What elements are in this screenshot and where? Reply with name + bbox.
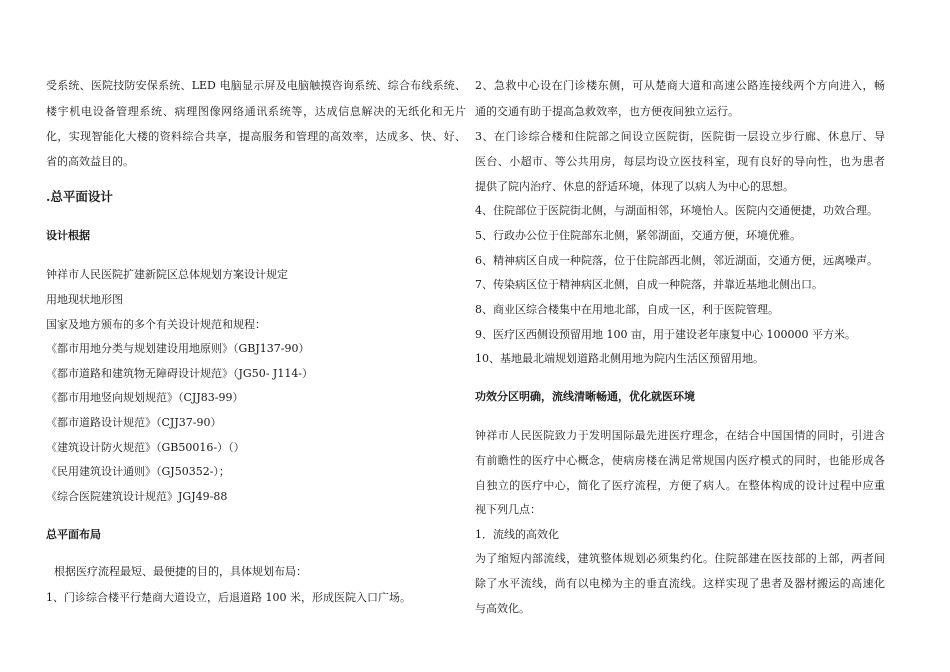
basis-item: 《都市道路设计规范》（CJJ37-90） — [46, 416, 222, 429]
layout-item: 9、医疗区西侧设预留用地 100 亩，用于建设老年康复中心 100000 平方米。 — [475, 328, 856, 341]
func-heading: 功效分区明确，流线清晰畅通，优化就医环境 — [475, 390, 695, 403]
func-para-line: 有前瞻性的医疗中心概念，使病房楼在满足常规国内医疗模式的同时，也能形成各 — [475, 454, 885, 467]
basis-item: 《都市道路和建筑物无障碍设计规范》（JG50- J114-） — [46, 367, 314, 380]
basis-item: 《民用建筑设计通则》（GJ50352-）； — [46, 465, 230, 478]
basis-item: 《都市用地分类与规划建设用地原则》（GBJ137-90） — [46, 342, 310, 355]
layout-item: 5、行政办公位于住院部东北侧，紧邻湖面，交通方便，环境优雅。 — [475, 229, 801, 242]
basis-item: 钟祥市人民医院扩建新院区总体规划方案设计规定 — [46, 268, 288, 281]
func-para-line: 视下列几点： — [475, 503, 541, 516]
basis-item: 用地现状地形图 — [46, 293, 123, 306]
layout-item: 提供了院内治疗、休息的舒适环境，体现了以病人为中心的思想。 — [475, 180, 794, 193]
basis-heading: 设计根据 — [46, 229, 90, 242]
func-para-line: 自独立的医疗中心，简化了医疗流程，方便了病人。在整体构成的设计过程中应重 — [475, 479, 885, 492]
layout-item: 7、传染病区位于精神病区北侧，自成一种院落，并靠近基地北侧出口。 — [475, 278, 823, 291]
func-para-line: 钟祥市人民医院致力于发明国际最先进医疗理念，在结合中国国情的同时，引进含 — [475, 429, 885, 442]
layout-item: 医台、小超市、等公共用房，每层均设立医技科室，现有良好的导向性，也为患者 — [475, 155, 885, 168]
flow-para-line: 为了缩短内部流线，建筑整体规划必须集约化。住院部建在医技部的上部，两者间 — [475, 552, 885, 565]
layout-item: 2、急救中心设在门诊楼东侧，可从楚商大道和高速公路连接线两个方向进入，畅 — [475, 79, 885, 92]
layout-item: 3、在门诊综合楼和住院部之间设立医院街，医院街一层设立步行廊、休息厅、导 — [475, 130, 885, 143]
basis-item: 国家及地方颁布的多个有关设计规范和规程： — [46, 318, 266, 331]
layout-heading: 总平面布局 — [46, 528, 101, 541]
basis-item: 《综合医院建筑设计规范》JGJ49-88 — [46, 490, 228, 503]
layout-intro: 根据医疗流程最短、最便捷的目的，具体规划布局： — [54, 565, 307, 578]
layout-item: 8、商业区综合楼集中在用地北部，自成一区，利于医院管理。 — [475, 303, 779, 316]
layout-item: 4、住院部位于医院街北侧，与湖面相邻，环境怡人。医院内交通便捷，功效合理。 — [475, 204, 878, 217]
intro-line: 受系统、医院技防安保系统、LED 电脑显示屏及电脑触摸咨询系统、综合布线系统、 — [46, 79, 466, 92]
intro-line: 省的高效益目的。 — [46, 155, 134, 168]
flow-heading: 1．流线的高效化 — [475, 528, 559, 541]
basis-item: 《都市用地竖向规划规范》（CJJ83-99） — [46, 391, 244, 404]
layout-item: 1、门诊综合楼平行楚商大道设立，后退道路 100 米，形成医院入口广场。 — [46, 591, 411, 604]
flow-para-line: 与高效化。 — [475, 602, 530, 615]
layout-item: 10、基地最北端规划道路北侧用地为院内生活区预留用地。 — [475, 352, 764, 365]
layout-item: 6、精神病区自成一种院落，位于住院部西北侧，邻近湖面，交通方便，远离噪声。 — [475, 254, 878, 267]
flow-para-line: 除了水平流线，尚有以电梯为主的垂直流线。这样实现了患者及器材搬运的高速化 — [475, 577, 885, 590]
layout-item: 通的交通有助于提高急救效率，也方便夜间独立运行。 — [475, 105, 739, 118]
intro-line: 楼宇机电设备管理系统、病理图像网络通讯系统等，达成信息解决的无纸化和无片 — [46, 105, 466, 118]
section-title: .总平面设计 — [46, 189, 113, 204]
basis-item: 《建筑设计防火规范》（GB50016-）（） — [46, 441, 245, 454]
intro-line: 化，实现智能化大楼的资料综合共享，提高服务和管理的高效率，达成多、快、好、 — [46, 130, 466, 143]
